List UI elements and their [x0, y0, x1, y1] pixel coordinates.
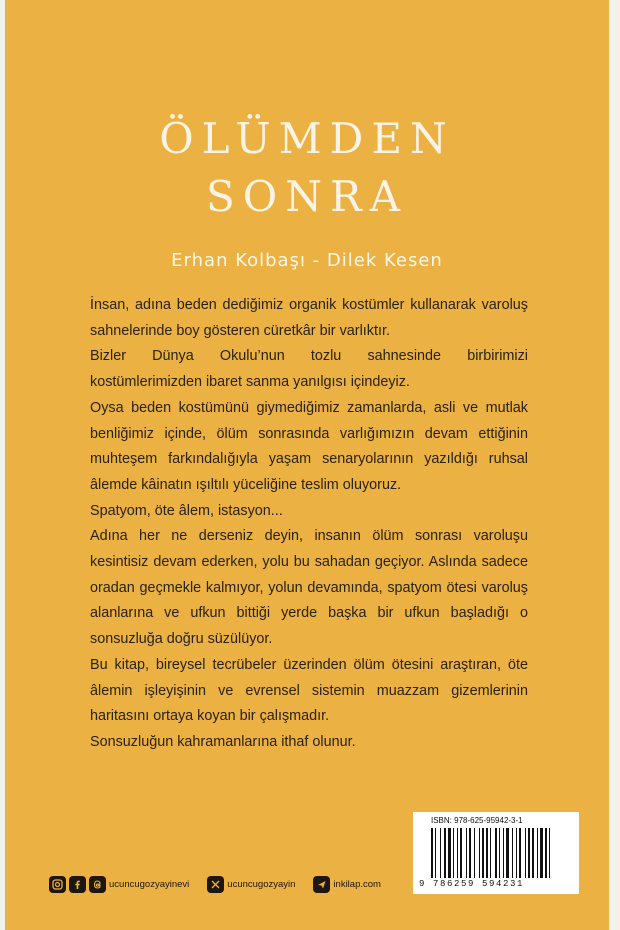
blurb-paragraph: Sonsuzluğun kahramanlarına ithaf olunur. — [90, 733, 356, 750]
footer-social — [49, 873, 399, 895]
blurb-paragraph: Oysa beden kostümünü giymediğimiz zamanlarda, asli ve mutlak benliğimiz içinde, ölüm sonrasında varlığımızın devam ettiğinin muhteşem farkındalığıyla yaşam senaryolarının yazıldığı ruhsal âlemde kâinatın ışıltılı yüceliğine teslim oluyoruz. — [90, 399, 528, 493]
x-handle[interactable]: ucuncugozyayin — [227, 878, 296, 890]
website-link[interactable]: inkilap.com — [333, 878, 381, 890]
blurb-paragraph: Adına her ne derseniz deyin, insanın ölüm sonrası varoluşu kesintisiz devam ederken, yolu bu sahadan geçiyor. Aslında sadece oradan geçmekle kalmıyor, yolun devamında, spatyom ötesi varoluş alanlarına ve ufkun bittiği yerde başka bir ufkun başladığı o sonsuzluğa doğru süzülüyor. — [90, 528, 528, 648]
send-icon[interactable] — [313, 876, 330, 893]
isbn-label: ISBN: 978-625-95942-3-1 — [431, 816, 523, 825]
blurb-paragraph: Spatyom, öte âlem, istasyon... — [90, 502, 283, 519]
social-handle[interactable]: ucuncugozyayinevi — [109, 878, 190, 890]
instagram-icon[interactable] — [49, 876, 66, 893]
blurb-paragraph: Bu kitap, bireysel tecrübeler üzerinden ölüm ötesini araştıran, öte âlemin işleyişinin ve evrensel sistemin muazzam gizemlerinin haritasını ortaya koyan bir çalışmadır. — [90, 656, 528, 725]
barcode-bars — [429, 828, 569, 880]
title-line-1: ÖLÜMDEN — [159, 114, 455, 163]
x-icon[interactable] — [207, 876, 224, 893]
title-line-2: SONRA — [206, 172, 408, 221]
back-cover — [5, 0, 609, 930]
threads-icon[interactable] — [89, 876, 106, 893]
barcode-digits: 9 786259 594231 — [419, 879, 525, 889]
blurb-paragraph: İnsan, adına beden dediğimiz organik kostümler kullanarak varoluş sahnelerinde boy gösteren cüretkâr bir varlıktır. — [90, 297, 528, 339]
facebook-icon[interactable] — [69, 876, 86, 893]
blurb-paragraph: Bizler Dünya Okulu’nun tozlu sahnesinde birbirimizi kostümlerimizden ibaret sanma yanılgısı içindeyiz. — [90, 348, 528, 391]
blurb — [90, 293, 528, 756]
authors: Erhan Kolbaşı - Dilek Kesen — [171, 250, 443, 271]
barcode — [413, 812, 579, 894]
